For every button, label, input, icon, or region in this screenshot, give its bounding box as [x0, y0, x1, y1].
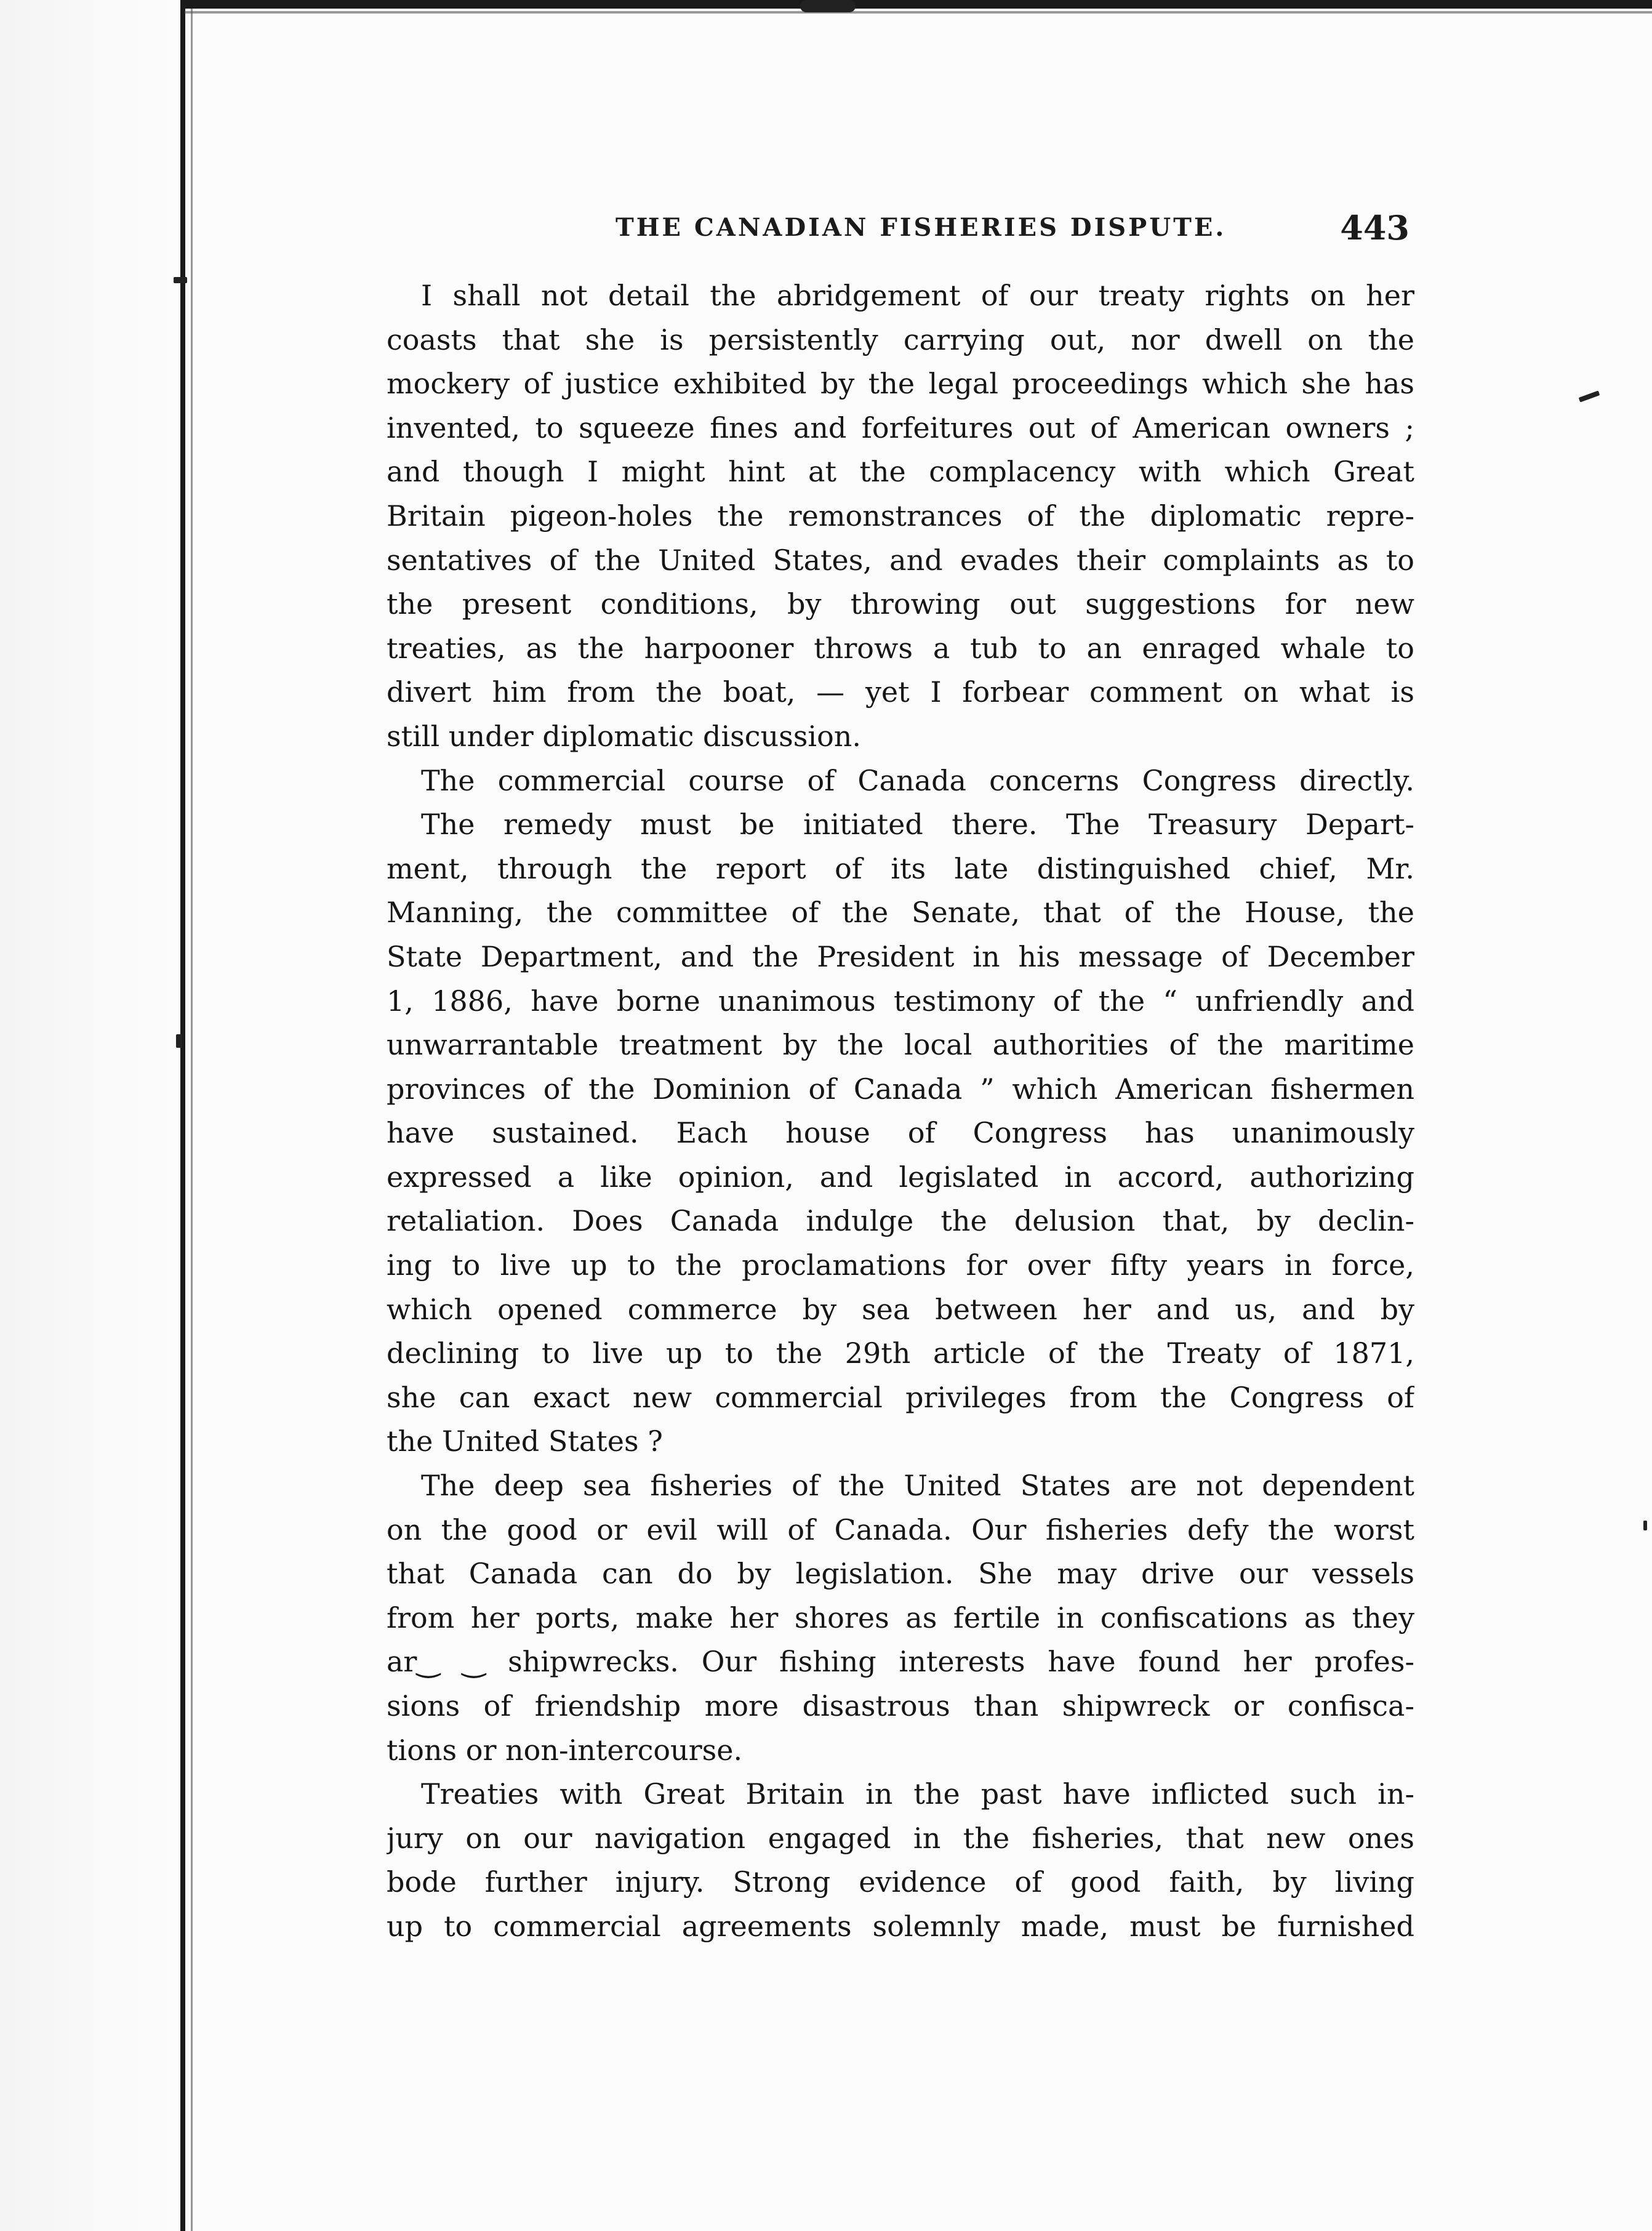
text-line: jury on our navigation engaged in the fisheries, that new ones	[387, 1821, 1414, 1855]
text-line: coasts that she is persistently carrying out, nor dwell on the	[387, 323, 1414, 356]
text-line: treaties, as the harpooner throws a tub to an enraged whale to	[387, 631, 1414, 665]
text-line: Manning, the committee of the Senate, that of the House, the	[387, 896, 1414, 930]
scan-speck	[176, 1034, 182, 1048]
text-line: the present conditions, by throwing out suggestions for new	[387, 587, 1414, 621]
text-line: The remedy must be initiated there. The Treasury Depart-	[421, 808, 1414, 842]
text-line: the United States ?	[387, 1425, 663, 1458]
top-edge-rule-secondary	[185, 11, 1652, 14]
scan-speck	[1579, 390, 1600, 402]
text-line: expressed a like opinion, and legislated in accord, authorizing	[387, 1160, 1414, 1194]
text-line: up to commercial agreements solemnly made, must be furnished	[387, 1909, 1414, 1943]
page-number: 443	[1340, 208, 1409, 247]
text-line: from her ports, make her shores as fertile in confiscations as they	[387, 1601, 1414, 1634]
text-line: she can exact new commercial privileges from the Congress of	[387, 1380, 1414, 1414]
text-line: ar‿ ‿ shipwrecks. Our fishing interests have found her profes-	[387, 1645, 1414, 1679]
text-line: that Canada can do by legislation. She may drive our vessels	[387, 1557, 1414, 1591]
binding-shadow	[0, 0, 185, 2231]
text-line: unwarrantable treatment by the local authorities of the maritime	[387, 1028, 1414, 1062]
text-line: sions of friendship more disastrous than shipwreck or confisca-	[387, 1689, 1414, 1722]
text-line: Treaties with Great Britain in the past have inflicted such in-	[421, 1777, 1414, 1811]
binding-edge-line-secondary	[191, 0, 193, 2231]
top-edge-rule	[185, 0, 1652, 9]
scan-speck	[1643, 1521, 1647, 1530]
text-line: tions or non-intercourse.	[387, 1733, 743, 1767]
text-line: on the good or evil will of Canada. Our fisheries defy the worst	[387, 1513, 1414, 1546]
paragraph	[387, 1464, 1414, 1772]
text-line: mockery of justice exhibited by the legal proceedings which she has	[387, 367, 1414, 401]
text-line: The commercial course of Canada concerns Congress directly.	[421, 763, 1414, 797]
binding-edge-line	[180, 0, 185, 2231]
text-line: Britain pigeon-holes the remonstrances of the diplomatic repre-	[387, 499, 1414, 533]
text-line: provinces of the Dominion of Canada ” which American fishermen	[387, 1072, 1414, 1106]
paragraph	[387, 274, 1414, 759]
text-line: have sustained. Each house of Congress has unanimously	[387, 1116, 1414, 1150]
text-line: still under diplomatic discussion.	[387, 719, 862, 753]
scan-speck	[174, 277, 187, 283]
paragraph	[387, 1772, 1414, 1948]
text-line: declining to live up to the 29th article of the Treaty of 1871,	[387, 1337, 1414, 1370]
running-title: THE CANADIAN FISHERIES DISPUTE.	[615, 213, 1227, 242]
text-line: 1, 1886, have borne unanimous testimony of the “ unfriendly and	[387, 984, 1414, 1018]
text-line: I shall not detail the abridgement of our treaty rights on her	[421, 279, 1414, 312]
scan-speck	[800, 0, 856, 12]
body-text	[387, 274, 1414, 1949]
text-line: retaliation. Does Canada indulge the delusion that, by declin-	[387, 1204, 1414, 1238]
text-line: bode further injury. Strong evidence of good faith, by living	[387, 1865, 1414, 1899]
text-line: divert him from the boat, — yet I forbear comment on what is	[387, 675, 1414, 709]
text-line: The deep sea fisheries of the United States are not dependent	[421, 1469, 1414, 1503]
paragraph	[387, 759, 1414, 1465]
text-line: ing to live up to the proclamations for over fifty years in force,	[387, 1248, 1414, 1282]
text-line: ment, through the report of its late distinguished chief, Mr.	[387, 851, 1414, 885]
text-line: sentatives of the United States, and evades their complaints as to	[387, 543, 1414, 577]
text-line: and though I might hint at the complacency with which Great	[387, 455, 1414, 489]
text-line: which opened commerce by sea between her and us, and by	[387, 1292, 1414, 1326]
text-line: invented, to squeeze fines and forfeitures out of American owners ;	[387, 411, 1414, 444]
text-line: State Department, and the President in his message of December	[387, 939, 1414, 973]
running-head	[388, 203, 1409, 252]
